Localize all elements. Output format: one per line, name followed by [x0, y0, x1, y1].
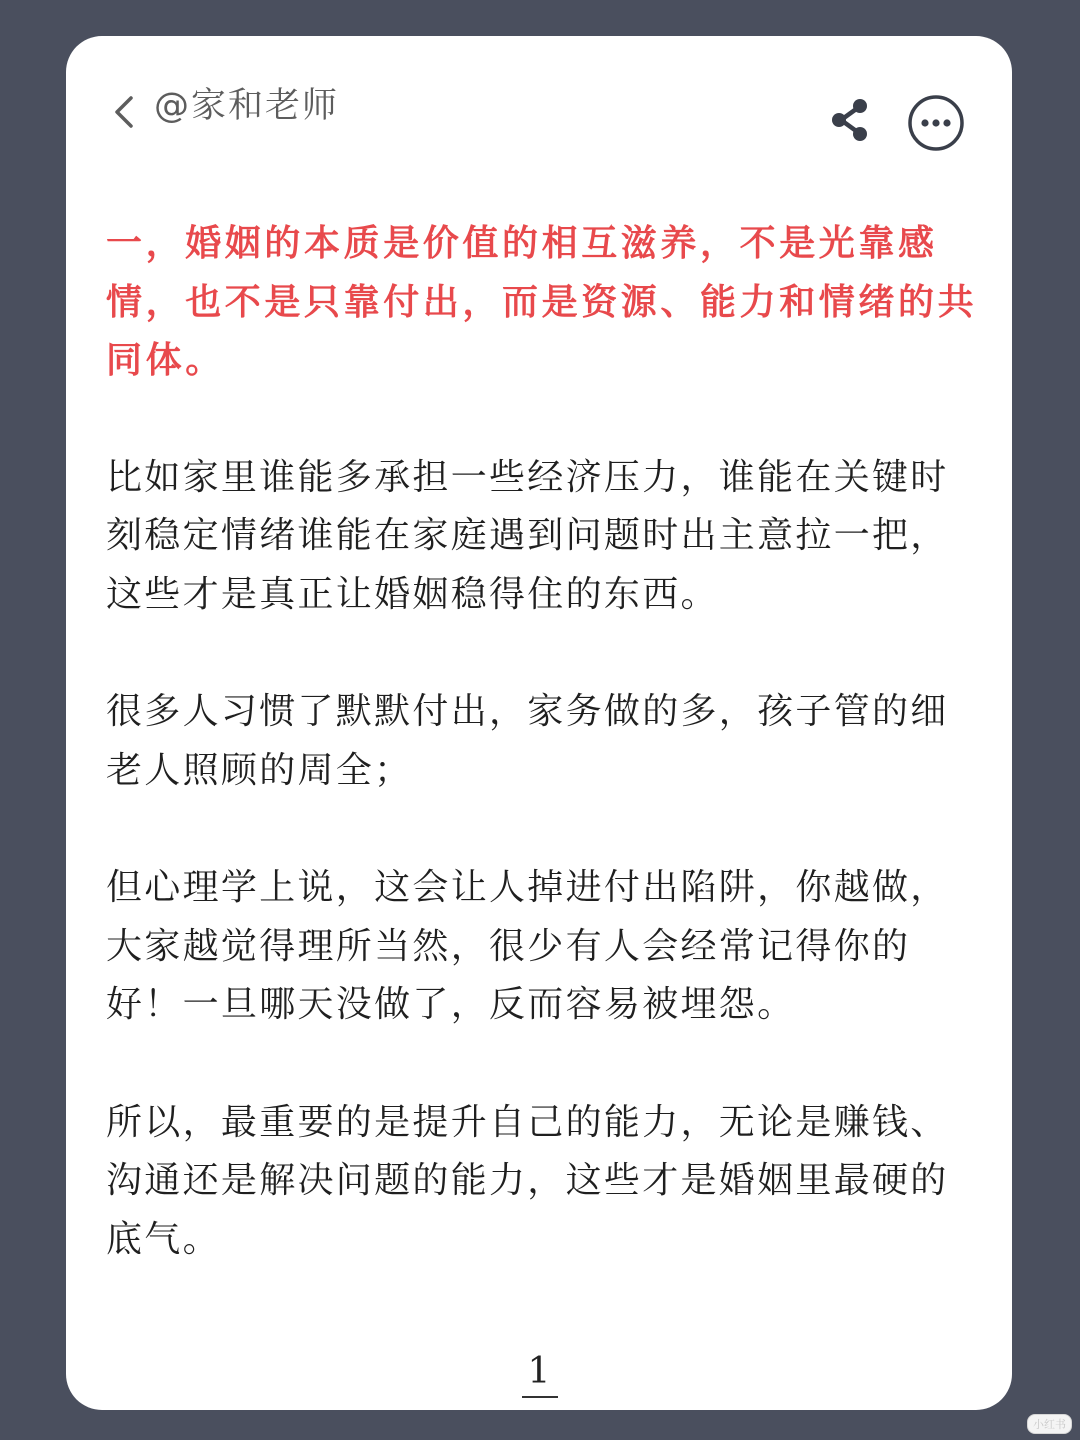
watermark: 小红书: [1027, 1414, 1072, 1434]
highlight-paragraph: 一，婚姻的本质是价值的相互滋养，不是光靠感情，也不是只靠付出，而是资源、能力和情绪的共同体。: [106, 222, 978, 381]
note-content: [106, 214, 986, 1328]
chevron-left-icon: [106, 92, 146, 132]
top-bar: [66, 36, 1012, 186]
share-button[interactable]: [826, 96, 874, 144]
account-name[interactable]: @家和老师: [154, 86, 340, 126]
more-button[interactable]: [906, 93, 966, 153]
paragraph: 但心理学上说，这会让人掉进付出陷阱，你越做，大家越觉得理所当然，很少有人会经常记得你的好！一旦哪天没做了，反而容易被埋怨。: [106, 867, 949, 1025]
paragraph: 比如家里谁能多承担一些经济压力，谁能在关键时刻稳定情绪谁能在家庭遇到问题时出主意拉一把，这些才是真正让婚姻稳得住的东西。: [106, 456, 949, 615]
page-number-underline: [522, 1396, 558, 1398]
more-dots-icon: [906, 93, 966, 153]
back-button[interactable]: [106, 92, 146, 132]
page-number: 1: [527, 1351, 551, 1392]
paragraph: 所以，最重要的是提升自己的能力，无论是赚钱、沟通还是解决问题的能力，这些才是婚姻里最硬的底气。: [106, 1101, 949, 1260]
paragraph: 很多人习惯了默默付出，家务做的多，孩子管的细老人照顾的周全；: [106, 691, 949, 791]
share-icon: [826, 96, 874, 144]
note-card: [66, 36, 1012, 1410]
